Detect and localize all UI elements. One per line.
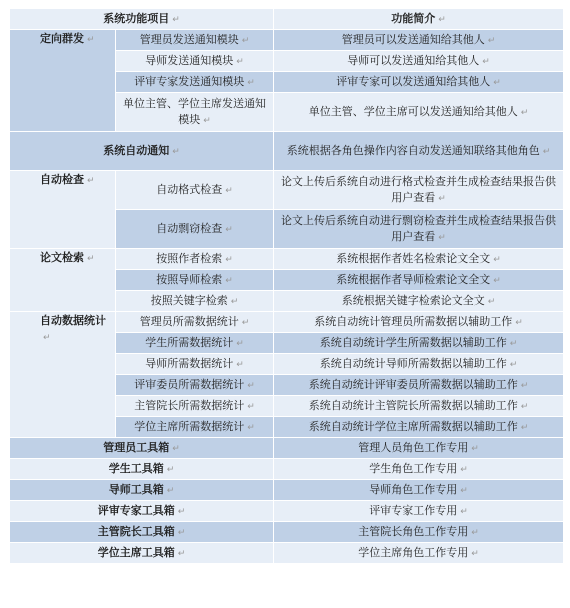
return-mark-icon: ↵ xyxy=(172,146,180,157)
return-mark-icon: ↵ xyxy=(460,464,468,475)
item-cell xyxy=(116,417,274,438)
desc-text: 系统根据作者姓名检索论文全文 xyxy=(336,251,491,265)
return-mark-icon: ↵ xyxy=(166,464,175,475)
toolbox-label: 评审专家工具箱 xyxy=(97,503,175,517)
desc-cell xyxy=(274,459,564,480)
desc-text: 导师可以发送通知给其他人 xyxy=(347,53,480,67)
desc-cell xyxy=(274,93,564,132)
table-row xyxy=(10,501,564,522)
return-mark-icon: ↵ xyxy=(177,527,186,538)
return-mark-icon: ↵ xyxy=(230,296,239,307)
return-mark-icon: ↵ xyxy=(177,506,186,517)
desc-text: 管理员可以发送通知给其他人 xyxy=(341,32,485,46)
table-header-row xyxy=(10,9,564,30)
desc-text: 系统自动统计学生所需数据以辅助工作 xyxy=(319,335,507,349)
toolbox-label-cell xyxy=(10,543,274,564)
toolbox-label-cell xyxy=(10,522,274,543)
item-text: 导师所需数据统计 xyxy=(145,356,234,370)
item-cell xyxy=(116,270,274,291)
return-mark-icon: ↵ xyxy=(509,359,518,370)
item-text: 学生所需数据统计 xyxy=(145,335,234,349)
return-mark-icon: ↵ xyxy=(460,485,468,496)
item-text: 管理员发送通知模块 xyxy=(139,32,239,46)
desc-text: 学生角色工作专用 xyxy=(369,461,458,475)
item-cell xyxy=(116,249,274,270)
toolbox-label: 导师工具箱 xyxy=(108,482,164,496)
item-cell xyxy=(116,93,274,132)
item-text: 按照作者检索 xyxy=(156,251,223,265)
return-mark-icon: ↵ xyxy=(515,317,523,328)
item-cell xyxy=(116,354,274,375)
item-text: 按照导师检索 xyxy=(156,272,223,286)
desc-text: 系统自动统计管理员所需数据以辅助工作 xyxy=(314,314,513,328)
group-label-text: 论文检索 xyxy=(40,251,84,264)
return-mark-icon: ↵ xyxy=(509,338,518,349)
desc-cell xyxy=(274,354,564,375)
item-text: 单位主管、学位主席发送通知模块 xyxy=(123,96,266,126)
desc-cell xyxy=(274,480,564,501)
table-row xyxy=(10,543,564,564)
return-mark-icon: ↵ xyxy=(487,296,496,307)
desc-cell xyxy=(274,132,564,171)
return-mark-icon: ↵ xyxy=(241,317,250,328)
group-label-text: 定向群发 xyxy=(40,32,84,45)
table-row xyxy=(10,480,564,501)
desc-text: 系统自动统计导师所需数据以辅助工作 xyxy=(319,356,507,370)
header-function-intro xyxy=(274,9,564,30)
item-text: 系统自动通知 xyxy=(103,143,170,157)
return-mark-icon: ↵ xyxy=(471,527,479,538)
return-mark-icon: ↵ xyxy=(225,185,233,196)
return-mark-icon: ↵ xyxy=(203,115,211,126)
item-text: 学位主席所需数据统计 xyxy=(134,419,245,433)
desc-cell xyxy=(274,543,564,564)
table-row xyxy=(10,249,564,270)
desc-text: 系统自动统计学位主席所需数据以辅助工作 xyxy=(308,419,518,433)
return-mark-icon: ↵ xyxy=(482,56,490,67)
group-label-auto-stats xyxy=(10,312,116,438)
return-mark-icon: ↵ xyxy=(87,254,95,264)
item-cell xyxy=(116,171,274,210)
desc-cell xyxy=(274,438,564,459)
desc-text: 系统根据作者导师检索论文全文 xyxy=(336,272,491,286)
desc-text: 主管院长角色工作专用 xyxy=(358,524,469,538)
item-cell xyxy=(116,396,274,417)
desc-text: 导师角色工作专用 xyxy=(369,482,458,496)
group-label-text: 自动数据统计 xyxy=(40,314,106,327)
item-text: 主管院长所需数据统计 xyxy=(134,398,245,412)
desc-text: 论文上传后系统自动进行剽窃检查并生成检查结果报告供用户查看 xyxy=(281,213,557,243)
return-mark-icon: ↵ xyxy=(520,107,529,118)
item-cell xyxy=(116,375,274,396)
desc-text: 系统根据关键字检索论文全文 xyxy=(341,293,485,307)
return-mark-icon: ↵ xyxy=(166,485,175,496)
header-function-intro-text: 功能简介 xyxy=(391,11,436,25)
desc-text: 系统自动统计主管院长所需数据以辅助工作 xyxy=(308,398,518,412)
return-mark-icon: ↵ xyxy=(236,338,244,349)
item-cell xyxy=(116,291,274,312)
return-mark-icon: ↵ xyxy=(438,193,446,204)
desc-cell xyxy=(274,270,564,291)
return-mark-icon: ↵ xyxy=(493,275,501,286)
group-label-paper-search xyxy=(10,249,116,312)
desc-text: 学位主席角色工作专用 xyxy=(358,545,469,559)
desc-text: 评审专家可以发送通知给其他人 xyxy=(336,74,491,88)
desc-cell xyxy=(274,249,564,270)
desc-text: 系统根据各角色操作内容自动发送通知联络其他角色 xyxy=(286,143,540,157)
table-row xyxy=(10,522,564,543)
return-mark-icon: ↵ xyxy=(247,401,255,412)
toolbox-label: 学位主席工具箱 xyxy=(97,545,175,559)
return-mark-icon: ↵ xyxy=(247,422,255,433)
return-mark-icon: ↵ xyxy=(520,380,529,391)
return-mark-icon: ↵ xyxy=(236,359,244,370)
item-text: 评审专家发送通知模块 xyxy=(134,74,245,88)
desc-text: 管理人员角色工作专用 xyxy=(358,440,469,454)
item-cell xyxy=(116,333,274,354)
toolbox-label-cell xyxy=(10,459,274,480)
return-mark-icon: ↵ xyxy=(247,380,255,391)
table-row xyxy=(10,171,564,210)
return-mark-icon: ↵ xyxy=(177,548,186,559)
return-mark-icon: ↵ xyxy=(542,146,551,157)
header-function-item-text: 系统功能项目 xyxy=(103,11,170,25)
desc-cell xyxy=(274,396,564,417)
return-mark-icon: ↵ xyxy=(247,77,255,88)
header-function-item xyxy=(10,9,274,30)
item-text: 管理员所需数据统计 xyxy=(139,314,239,328)
return-mark-icon: ↵ xyxy=(87,176,95,186)
desc-text: 评审专家工作专用 xyxy=(369,503,458,517)
table-row xyxy=(10,438,564,459)
table-row xyxy=(10,132,564,171)
toolbox-label: 主管院长工具箱 xyxy=(97,524,175,538)
toolbox-label-cell xyxy=(10,480,274,501)
function-table-container xyxy=(9,8,564,564)
desc-cell xyxy=(274,333,564,354)
item-text: 评审委员所需数据统计 xyxy=(134,377,245,391)
group-label-directed-send xyxy=(10,30,116,132)
item-text: 导师发送通知模块 xyxy=(145,53,234,67)
desc-cell xyxy=(274,375,564,396)
return-mark-icon: ↵ xyxy=(225,224,233,235)
return-mark-icon: ↵ xyxy=(172,14,180,25)
table-row xyxy=(10,312,564,333)
desc-cell xyxy=(274,72,564,93)
desc-text: 单位主管、学位主席可以发送通知给其他人 xyxy=(308,104,518,118)
return-mark-icon: ↵ xyxy=(43,333,51,343)
item-cell xyxy=(116,72,274,93)
desc-cell xyxy=(274,171,564,210)
desc-cell xyxy=(274,417,564,438)
desc-cell xyxy=(274,501,564,522)
toolbox-label: 学生工具箱 xyxy=(108,461,164,475)
group-label-auto-check xyxy=(10,171,116,249)
desc-cell xyxy=(274,30,564,51)
return-mark-icon: ↵ xyxy=(487,35,496,46)
item-cell xyxy=(116,30,274,51)
desc-text: 系统自动统计评审委员所需数据以辅助工作 xyxy=(308,377,518,391)
item-text: 自动格式检查 xyxy=(156,182,223,196)
item-text: 自动剽窃检查 xyxy=(156,221,223,235)
desc-cell xyxy=(274,210,564,249)
item-cell xyxy=(116,51,274,72)
desc-cell xyxy=(274,312,564,333)
return-mark-icon: ↵ xyxy=(471,443,479,454)
table-row xyxy=(10,30,564,51)
return-mark-icon: ↵ xyxy=(471,548,479,559)
return-mark-icon: ↵ xyxy=(520,422,529,433)
return-mark-icon: ↵ xyxy=(241,35,250,46)
return-mark-icon: ↵ xyxy=(87,35,95,45)
item-cell-auto-notify xyxy=(10,132,274,171)
return-mark-icon: ↵ xyxy=(438,232,446,243)
return-mark-icon: ↵ xyxy=(493,77,501,88)
return-mark-icon: ↵ xyxy=(438,14,446,25)
return-mark-icon: ↵ xyxy=(225,275,233,286)
return-mark-icon: ↵ xyxy=(236,56,244,67)
group-label-text: 自动检查 xyxy=(40,173,84,186)
item-cell xyxy=(116,312,274,333)
return-mark-icon: ↵ xyxy=(225,254,233,265)
toolbox-label: 管理员工具箱 xyxy=(103,440,170,454)
toolbox-label-cell xyxy=(10,501,274,522)
desc-cell xyxy=(274,522,564,543)
table-row xyxy=(10,459,564,480)
function-table xyxy=(9,8,564,564)
return-mark-icon: ↵ xyxy=(460,506,468,517)
desc-cell xyxy=(274,51,564,72)
desc-text: 论文上传后系统自动进行格式检查并生成检查结果报告供用户查看 xyxy=(281,174,557,204)
return-mark-icon: ↵ xyxy=(172,443,180,454)
desc-cell xyxy=(274,291,564,312)
item-text: 按照关键字检索 xyxy=(150,293,228,307)
return-mark-icon: ↵ xyxy=(493,254,501,265)
item-cell xyxy=(116,210,274,249)
toolbox-label-cell xyxy=(10,438,274,459)
return-mark-icon: ↵ xyxy=(520,401,529,412)
